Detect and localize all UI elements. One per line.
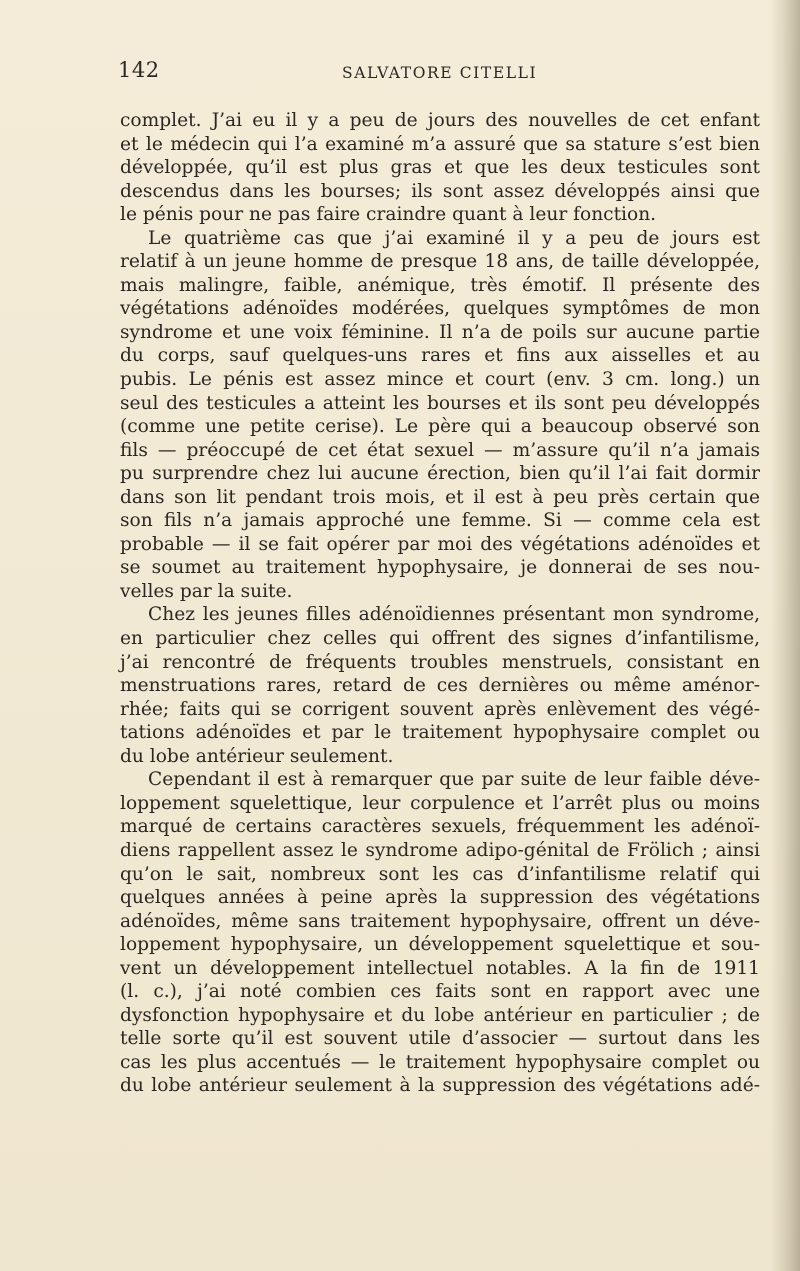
text-line: quelques années à peine après la suppression des végétations xyxy=(120,887,760,909)
text-line: dans son lit pendant trois mois, et il est à peu près certain que xyxy=(120,486,760,508)
text-line: se soumet au traitement hypophysaire, je donnerai de ses nou- xyxy=(120,557,760,579)
text-line: vent un développement intellectuel notables. A la fin de 1911 xyxy=(120,957,760,979)
text-line: dysfonction hypophysaire et du lobe antérieur en particulier ; de xyxy=(120,1004,760,1026)
text-line: relatif à un jeune homme de presque 18 ans, de taille développée, xyxy=(120,251,760,273)
text-line: probable — il se fait opérer par moi des végétations adénoïdes et xyxy=(120,533,760,555)
text-line: (l. c.), j’ai noté combien ces faits sont en rapport avec une xyxy=(120,981,760,1003)
running-head: SALVATORE CITELLI xyxy=(342,64,538,82)
text-line: végétations adénoïdes modérées, quelques symptômes de mon xyxy=(120,298,760,320)
text-line: complet. J’ai eu il y a peu de jours des nouvelles de cet enfant xyxy=(120,110,760,131)
text-line: marqué de certains caractères sexuels, fréquemment les adénoï- xyxy=(120,816,760,838)
text-line: cas les plus accentués — le traitement hypophysaire complet ou xyxy=(120,1051,760,1073)
text-line: du lobe antérieur seulement à la suppression des végétations adé- xyxy=(120,1075,760,1097)
page-number: 142 xyxy=(118,58,160,82)
text-line: j’ai rencontré de fréquents troubles menstruels, consistant en xyxy=(120,651,760,673)
page-header xyxy=(118,58,758,88)
text-line: son fils n’a jamais approché une femme. Si — comme cela est xyxy=(120,510,760,532)
text-line: pubis. Le pénis est assez mince et court (env. 3 cm. long.) un xyxy=(120,369,760,391)
text-line: du corps, sauf quelques-uns rares et fins aux aisselles et au xyxy=(120,345,760,367)
text-line: Chez les jeunes filles adénoïdiennes présentant mon syndrome, xyxy=(148,604,760,626)
text-line: fils — préoccupé de cet état sexuel — m’assure qu’il n’a jamais xyxy=(120,439,760,461)
text-line: velles par la suite. xyxy=(120,580,293,602)
text-line: adénoïdes, même sans traitement hypophysaire, offrent un déve- xyxy=(120,910,760,932)
text-line: en particulier chez celles qui offrent des signes d’infantilisme, xyxy=(120,628,760,650)
text-line: le pénis pour ne pas faire craindre quant à leur fonction. xyxy=(120,204,657,226)
body-text xyxy=(120,109,760,1098)
text-line: Cependant il est à remarquer que par suite de leur faible déve- xyxy=(148,769,760,791)
text-line: tations adénoïdes et par le traitement hypophysaire complet ou xyxy=(120,722,760,744)
text-line: et le médecin qui l’a examiné m’a assuré que sa stature s’est bien xyxy=(120,133,760,155)
text-line: menstruations rares, retard de ces dernières ou même aménor- xyxy=(120,675,760,697)
text-line: mais malingre, faible, anémique, très émotif. Il présente des xyxy=(120,274,760,296)
text-line: telle sorte qu’il est souvent utile d’associer — surtout dans les xyxy=(120,1028,760,1050)
text-line: pu surprendre chez lui aucune érection, bien qu’il l’ai fait dormir xyxy=(120,463,760,485)
text-line: Le quatrième cas que j’ai examiné il y a peu de jours est xyxy=(148,227,760,249)
text-line: du lobe antérieur seulement. xyxy=(120,745,394,767)
text-line: (comme une petite cerise). Le père qui a beaucoup observé son xyxy=(120,416,760,438)
text-line: développée, qu’il est plus gras et que les deux testicules sont xyxy=(120,157,760,179)
text-line: diens rappellent assez le syndrome adipo-génital de Frölich ; ainsi xyxy=(120,839,760,861)
text-line: loppement hypophysaire, un développement squelettique et sou- xyxy=(120,934,760,956)
text-line: loppement squelettique, leur corpulence et l’arrêt plus ou moins xyxy=(120,792,760,814)
text-line: seul des testicules a atteint les bourses et ils sont peu développés xyxy=(120,392,760,414)
text-line: qu’on le sait, nombreux sont les cas d’infantilisme relatif qui xyxy=(120,863,760,885)
text-line: descendus dans les bourses; ils sont assez développés ainsi que xyxy=(120,180,760,202)
text-line: rhée; faits qui se corrigent souvent après enlèvement des végé- xyxy=(120,698,760,720)
text-line: syndrome et une voix féminine. Il n’a de poils sur aucune partie xyxy=(120,321,760,343)
